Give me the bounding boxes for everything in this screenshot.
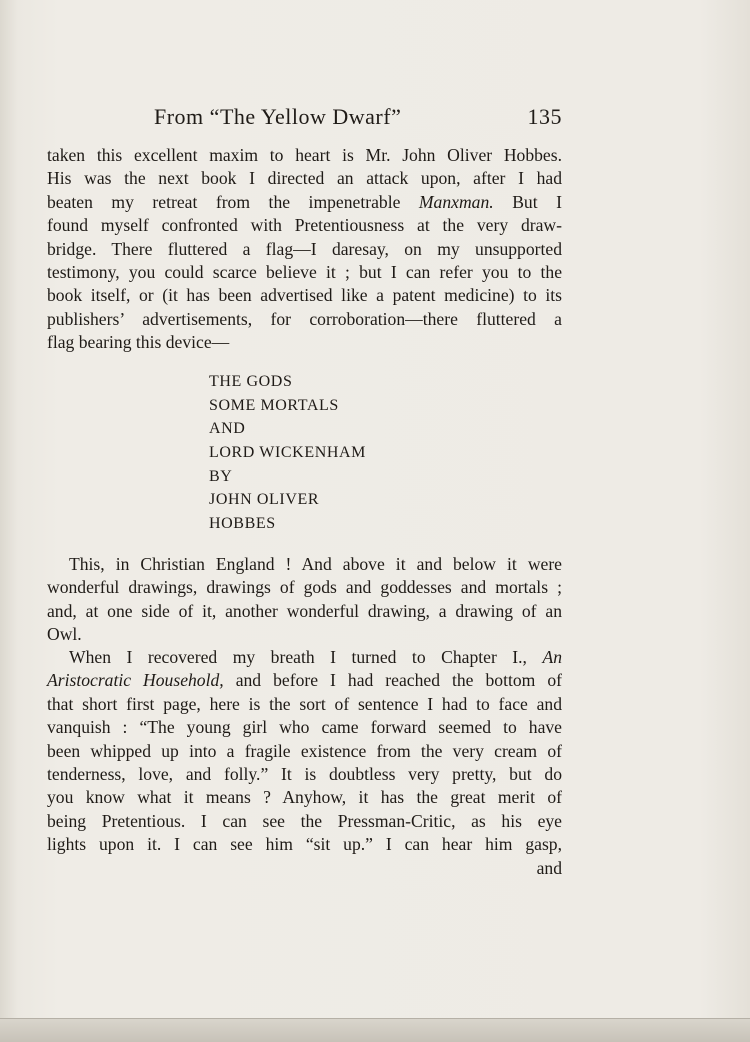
text-line: His was the next book I directed an attack upon, after I had xyxy=(47,168,562,189)
running-head xyxy=(47,104,562,136)
text-line: beaten my retreat from the impenetrable Manxman. But I xyxy=(47,191,562,212)
text-line: When I recovered my breath I turned to Chapter I., An xyxy=(69,647,562,667)
text-line: wonderful drawings, drawings of gods and goddesses and mortals ; xyxy=(47,577,562,598)
device-line: AND xyxy=(209,420,246,438)
text-line: you know what it means ? Anyhow, it has the great merit of xyxy=(47,787,562,808)
text-line: been whipped up into a fragile existence from the very cream of xyxy=(47,740,562,761)
text-line: book itself, or (it has been advertised like a patent medicine) to its xyxy=(47,285,562,306)
page-number: 135 xyxy=(527,104,562,129)
italic-chapter-title: Aristocratic Household, xyxy=(47,670,224,691)
text-line: This, in Christian England ! And above it and below it were xyxy=(69,554,562,574)
catchword: and xyxy=(536,857,562,878)
text-line: flag bearing this device— xyxy=(47,332,230,353)
italic-chapter-title: An xyxy=(542,647,562,667)
text-line: Aristocratic Household, and before I had reached the bottom of xyxy=(47,670,562,691)
paragraph-continuation xyxy=(47,144,562,355)
text-line: and, at one side of it, another wonderful drawing, a drawing of an xyxy=(47,600,562,621)
device-line: THE GODS xyxy=(209,373,293,390)
paragraph-chapter-one xyxy=(47,646,562,880)
text-line: tenderness, love, and folly.” It is doubtless very pretty, but do xyxy=(47,763,562,784)
device-line: BY xyxy=(209,467,233,485)
device-line: HOBBES xyxy=(209,515,276,533)
text-line: testimony, you could scarce believe it ; but I can refer you to the xyxy=(47,261,562,282)
text-line: that short first page, here is the sort of sentence I had to face and xyxy=(47,693,562,714)
text-line: vanquish : “The young girl who came forward seemed to have xyxy=(47,717,562,738)
paragraph-christian-england xyxy=(47,553,562,647)
page-bottom-edge xyxy=(0,1018,750,1042)
text-line: Owl. xyxy=(47,624,82,645)
italic-title: Manxman. xyxy=(418,191,494,212)
running-title: From “The Yellow Dwarf” xyxy=(154,104,402,129)
text-line: taken this excellent maxim to heart is Mr. John Oliver Hobbes. xyxy=(47,145,562,165)
text-line: lights upon it. I can see him “sit up.” I can hear him gasp, xyxy=(47,834,562,855)
device-line: LORD WICKENHAM xyxy=(209,444,366,462)
text-line: being Pretentious. I can see the Pressman-Critic, as his eye xyxy=(47,810,562,831)
device-line: SOME MORTALS xyxy=(209,396,339,414)
text-line: publishers’ advertisements, for corroboration—there fluttered a xyxy=(47,308,562,329)
device-line: JOHN OLIVER xyxy=(209,491,320,509)
text-line: bridge. There fluttered a flag—I daresay, on my unsupported xyxy=(47,238,562,259)
flag-device-text xyxy=(209,370,366,536)
text-line: found myself confronted with Pretentiousness at the very draw- xyxy=(47,215,562,236)
